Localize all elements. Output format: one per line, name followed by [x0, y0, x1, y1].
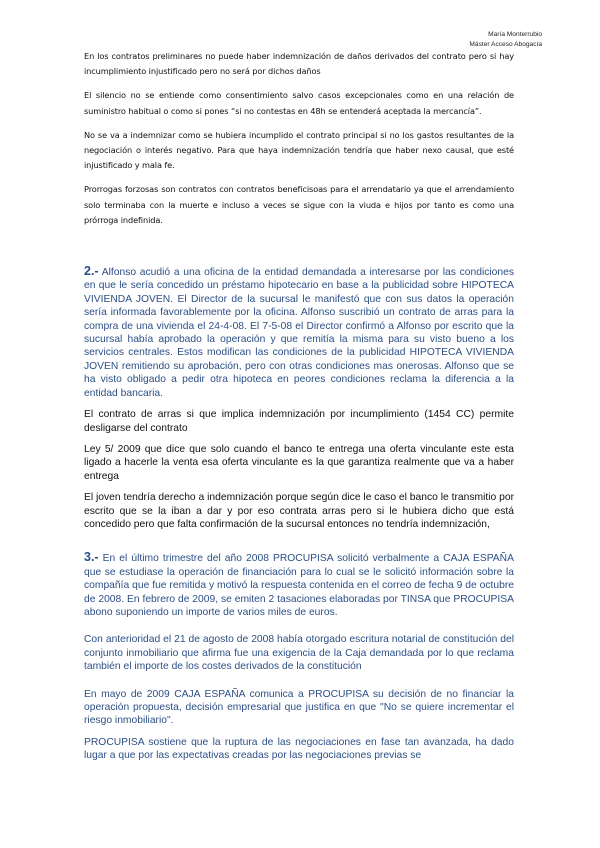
case-2-text: Alfonso acudió a una oficina de la entidad demandada a interesarse por las condiciones en que le sería concedido un préstamo hipotecario en base a la publicidad sobre HIPOTECA VIVIENDA JOVEN. El Director de la sucursal le manifestó que con sus datos la operación sería informada favorablemente por la oficina. Alfonso suscribió un contrato de arras para la compra de una vivienda el 24-4-08. El 7-5-08 el Director confirmó a Alfonso por escrito que la sucursal había aprobado la operación y que remitía la misma para su visto bueno a los servicios centrales. Estos modifican las condiciones de la publicidad HIPOTECA VIVIENDA JOVEN remitiendo su aprobación, pero con otras condiciones mas onerosas. Alfonso que se ha visto obligado a pedir otra hipoteca en peores condiciones reclama la diferencia a la entidad bancaria.: [84, 267, 514, 399]
case-3-paragraph: En mayo de 2009 CAJA ESPAÑA comunica a PROCUPISA su decisión de no financiar la operación propuesta, decisión empresarial que justifica en que "No se quiere incrementar el riesgo inmobiliario".: [84, 688, 514, 727]
case-2-statement: [84, 265, 514, 400]
note-paragraph: Prorrogas forzosas son contratos con contratos beneficisoas para el arrendatario ya que el arrendamiento solo terminaba con la muerte e incluso a veces se sigue con la viuda e hijos por tanto es como una prórroga indefinida.: [84, 184, 514, 225]
case-2-answer: El contrato de arras si que implica indemnización por incumplimiento (1454 CC) permite desligarse del contrato: [84, 409, 514, 434]
case-2-answer: Ley 5/ 2009 que dice que solo cuando el banco te entrega una oferta vinculante este esta ligado a hacerle la venta esa oferta vinculante es la que garantiza realmente que va a haber entrega: [84, 443, 514, 482]
note-paragraph: El silencio no se entiende como consentimiento salvo casos excepcionales como en una relación de suministro habitual o como si pones “si no contestas en 48h se entenderá aceptada la mercancía”.: [84, 90, 514, 116]
case-3-paragraph: [84, 551, 514, 619]
case-3-paragraph: Con anterioridad el 21 de agosto de 2008 había otorgado escritura notarial de constitución del conjunto inmobiliario que afirma fue una exigencia de la Caja demandada por lo que reclama también el importe de los costes derivados de la constitución: [84, 634, 514, 673]
author-name: María Monterrubio: [488, 31, 542, 38]
author-subtitle: Máster Acceso Abogacía: [469, 41, 542, 48]
case-2-answer: El joven tendría derecho a indemnización porque según dice le caso el banco le transmitio por escrito que se la iban a dar y por eso contrata arras pero si le hubiera dicho que está concedido pero que falta confirmación de la sucursal entonces no tendría indemnización,: [84, 492, 514, 530]
page-header: [469, 30, 542, 50]
case-2-number: 2.-: [84, 264, 99, 279]
document-body: [84, 49, 514, 771]
note-paragraph: No se va a indemnizar como se hubiera incumplido el contrato principal si no los gastos resultantes de la negociación o interés negativo. Para que haya indemnización tendría que haber nexo causal, que esté injustificado y mala fe.: [84, 129, 514, 171]
case-3-paragraph: PROCUPISA sostiene que la ruptura de las negociaciones en fase tan avanzada, ha dado lugar a que por las expectativas creadas por las negociaciones previas se: [84, 736, 514, 762]
case-3-number: 3.-: [84, 550, 99, 565]
case-3-text: En el último trimestre del año 2008 PROCUPISA solicitó verbalmente a CAJA ESPAÑA que se estudiase la operación de financiación para lo cual se le solicitó información sobre la compañía que fue remitida y motivó la respuesta contenida en el correo de fecha 9 de octubre de 2008. En febrero de 2009, se emiten 2 tasaciones elaboradas por TINSA que PROCUPISA abono suponiendo un importe de varios miles de euros.: [84, 553, 514, 618]
note-paragraph: En los contratos preliminares no puede haber indemnización de daños derivados del contrato pero si hay incumplimiento injustificado pero no será por dichos daños: [84, 51, 514, 77]
